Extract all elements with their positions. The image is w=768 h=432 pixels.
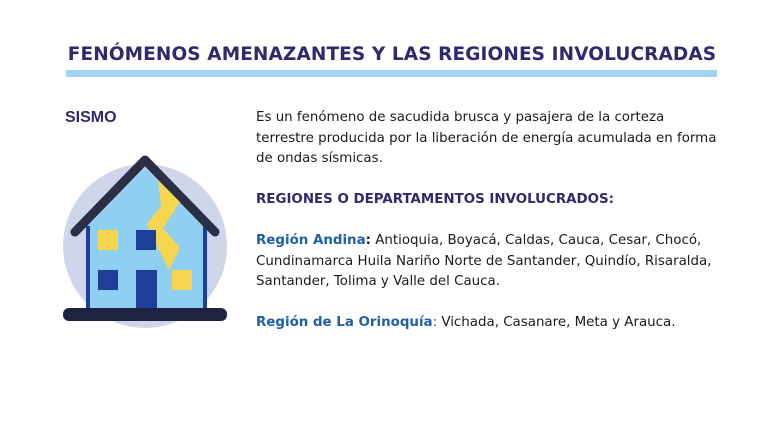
earthquake-house-icon: [55, 150, 230, 335]
page-title: FENÓMENOS AMENAZANTES Y LAS REGIONES INVOLUCRADAS: [67, 44, 717, 65]
region-departments: Vichada, Casanare, Meta y Arauca.: [437, 315, 676, 330]
content-panel: [256, 108, 726, 334]
region-orinoquia: [256, 313, 726, 334]
regions-heading: REGIONES O DEPARTAMENTOS INVOLUCRADOS:: [256, 192, 615, 207]
hazard-description: Es un fenómeno de sacudida brusca y pasajera de la corteza terrestre producida por la liberación de energía acumulada en forma de ondas sísmicas.: [256, 110, 717, 166]
region-name: Región Andina: [256, 233, 366, 248]
region-separator: :: [432, 315, 438, 330]
region-name: Región de La Orinoquía: [256, 315, 433, 330]
region-andina: [256, 231, 726, 293]
region-departments: Antioquia, Boyacá, Caldas, Cauca, Cesar, Chocó, Cundinamarca Huila Nariño Norte de Santander, Quindío, Risaralda, Santander, Tolima y Valle del Cauca.: [256, 233, 712, 289]
title-underline: [66, 70, 717, 77]
hazard-label: SISMO: [65, 109, 117, 126]
region-separator: :: [365, 233, 371, 248]
